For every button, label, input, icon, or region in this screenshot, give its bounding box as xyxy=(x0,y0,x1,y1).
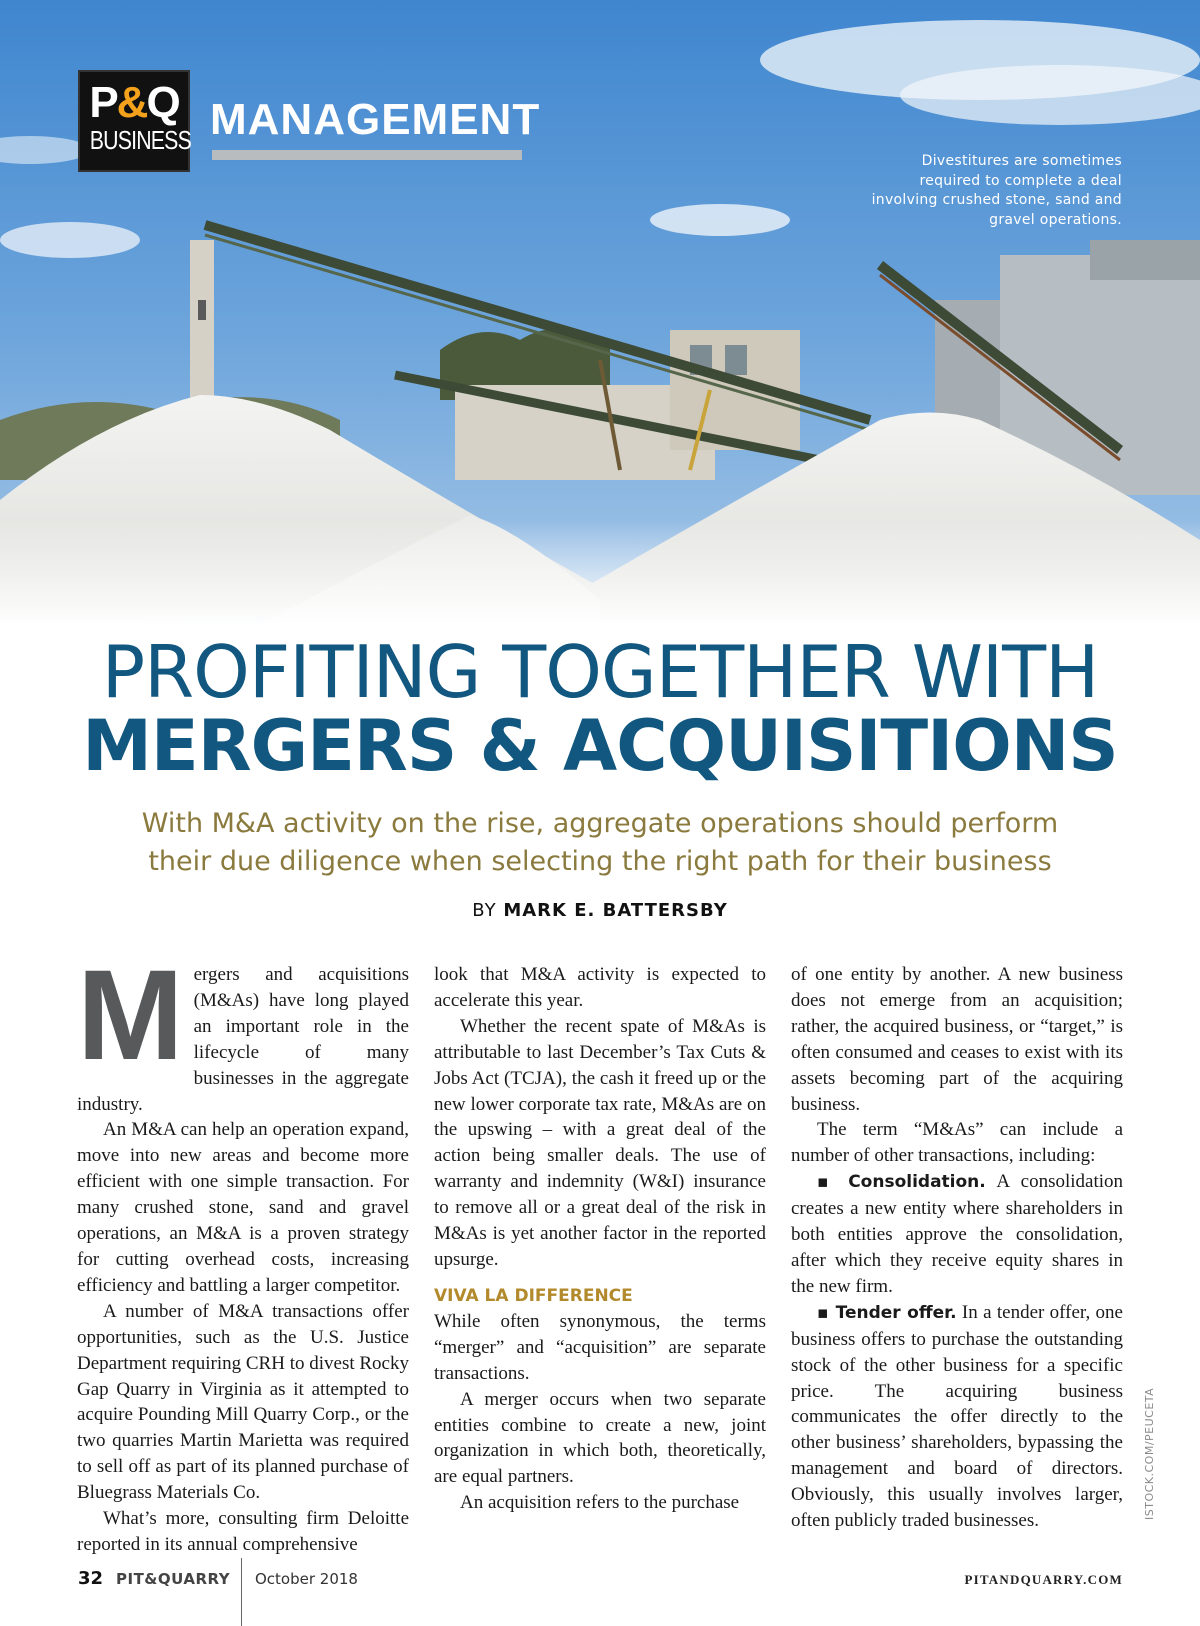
body-paragraph: The term “M&As” can include a number of other transactions, including: xyxy=(791,1119,1123,1167)
bullet-term: ▪ Consolidation. xyxy=(817,1172,986,1193)
page-number: 32 xyxy=(78,1568,104,1589)
paragraph-text: ergers and acquisitions (M&As) have long played an important role in the lifecycle of many businesses in the aggregate industry. xyxy=(77,964,409,1115)
body-paragraph: look that M&A activity is expected to accelerate this year. xyxy=(434,964,766,1011)
dropcap: M xyxy=(77,944,184,1087)
body-column-1 xyxy=(77,944,409,1558)
byline-prefix: BY xyxy=(472,900,497,921)
bullet-text: A consolidation creates a new entity where shareholders in both entities approve the consolidation, after which they receive equity shares in the new firm. xyxy=(791,1171,1124,1297)
section-label: MANAGEMENT xyxy=(210,95,541,144)
website-link[interactable]: PITANDQUARRY.COM xyxy=(964,1572,1123,1587)
section-underline xyxy=(212,150,522,160)
magazine-name: PIT&QUARRY xyxy=(116,1570,231,1588)
bullet-text: In a tender offer, one business offers to purchase the outstanding stock of the other business for a specific price. The acquiring business communicates the offer directly to the other business’ shareholders, bypassing the management and board of directors. Obviously, this usually involves larger, often publicly traded businesses. xyxy=(791,1301,1123,1532)
headline-line-1: PROFITING TOGETHER WITH xyxy=(101,630,1099,714)
subhead: VIVA LA DIFFERENCE xyxy=(434,1285,633,1306)
hero-photo xyxy=(0,0,1200,625)
deck-line-1: With M&A activity on the rise, aggregate operations should perform xyxy=(141,808,1059,839)
logo-business-text: BUSINESS xyxy=(89,125,191,155)
body-paragraph: A merger occurs when two separate entities combine to create a new, joint organization in which both, theoretically, are equal partners. xyxy=(434,1388,766,1488)
body-column-2 xyxy=(434,962,766,1516)
body-paragraph: Whether the recent spate of M&As is attributable to last December’s Tax Cuts & Jobs Act (TCJA), the cash it freed up or the new lower corporate tax rate, M&As are on the upswing – with a great deal of the action being smaller deals. The use of warranty and indemnity (W&I) insurance to remove all or a great deal of the risk in M&As is yet another factor in the reported upsurge. xyxy=(434,1015,766,1270)
bullet-tender-offer xyxy=(791,1300,1123,1534)
deck xyxy=(80,805,1120,881)
photo-caption: Divestitures are sometimes required to complete a deal involving crushed stone, sand and gravel operations. xyxy=(871,153,1122,228)
logo-pq-text: P&Q xyxy=(89,78,179,127)
body-paragraph: An acquisition refers to the purchase xyxy=(460,1492,740,1514)
body-paragraph: What’s more, consulting firm Deloitte reported in its annual comprehensive xyxy=(77,1508,409,1555)
pq-business-logo xyxy=(78,70,190,172)
bullet-consolidation xyxy=(791,1169,1123,1300)
deck-line-2: their due diligence when selecting the right path for their business xyxy=(148,846,1052,877)
photo-credit-text: ISTOCK.COM/PEUCETA xyxy=(1143,1387,1156,1520)
byline-author: MARK E. BATTERSBY xyxy=(503,900,728,921)
footer-divider xyxy=(241,1558,242,1626)
headline-line-2: MERGERS & ACQUISITIONS xyxy=(82,705,1118,787)
body-column-3 xyxy=(791,962,1123,1534)
byline xyxy=(0,900,1200,921)
body-paragraph: While often synonymous, the terms “merger” and “acquisition” are separate transactions. xyxy=(434,1310,766,1384)
bullet-term: ▪ Tender offer. xyxy=(817,1302,957,1323)
body-paragraph: A number of M&A transactions offer opportunities, such as the U.S. Justice Department requiring CRH to divest Rocky Gap Quarry in Virginia as it attempted to acquire Pounding Mill Quarry Corp., or the two quarries Martin Marietta was required to sell off as part of its planned purchase of Bluegrass Materials Co. xyxy=(77,1300,409,1504)
body-paragraph xyxy=(77,944,409,1117)
issue-date: October 2018 xyxy=(255,1570,358,1588)
photo-credit xyxy=(1143,1387,1163,1520)
body-paragraph: An M&A can help an operation expand, move into new areas and become more efficient with one simple transaction. For many crushed stone, sand and gravel operations, an M&A is a proven strategy for cutting overhead costs, increasing efficiency and battling a larger competitor. xyxy=(77,1119,409,1296)
body-paragraph: of one entity by another. A new business does not emerge from an acquisition; rather, the acquired business, or “target,” is often consumed and ceases to exist with its assets becoming part of the acquiring business. xyxy=(791,964,1123,1115)
